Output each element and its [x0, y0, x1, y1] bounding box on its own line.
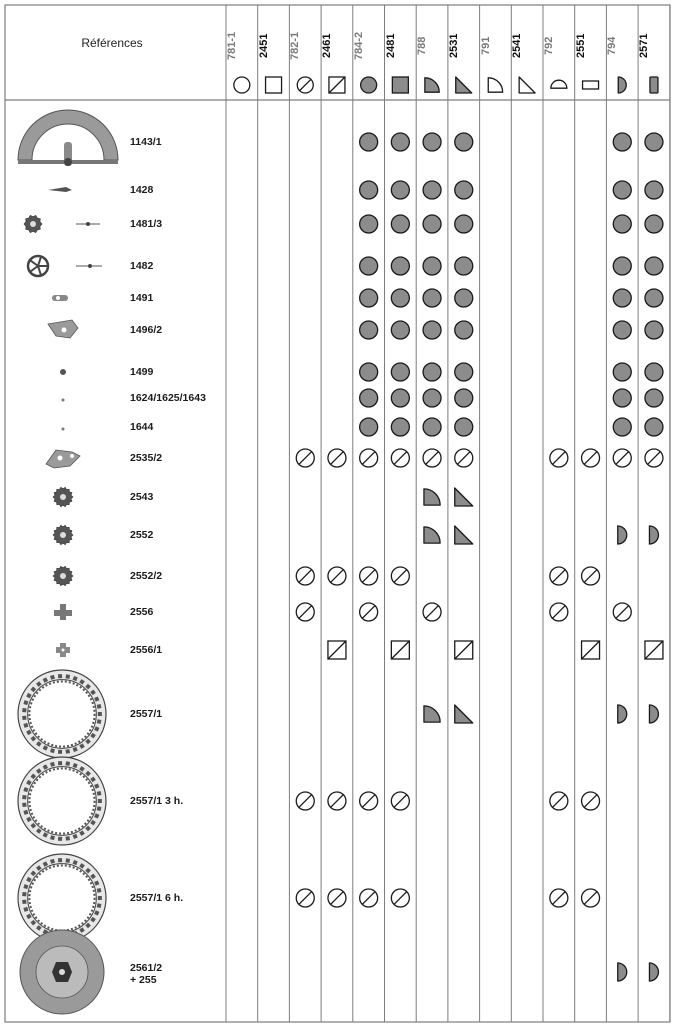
mark-circle-slash	[328, 889, 346, 907]
mark-circle-slash	[423, 449, 441, 467]
column-code: 2541	[511, 33, 524, 59]
mark-square-slash	[455, 641, 473, 659]
mark-circle-filled	[423, 418, 441, 436]
mark-circle-filled	[360, 418, 378, 436]
mark-circle-filled	[455, 363, 473, 381]
mark-circle-slash	[391, 449, 409, 467]
mark-circle-slash	[582, 567, 600, 585]
mark-circle-filled	[360, 257, 378, 275]
mark-circle-filled	[455, 181, 473, 199]
gear-icon	[53, 525, 73, 544]
mark-circle-filled	[645, 215, 663, 233]
mark-circle-slash	[550, 567, 568, 585]
mark-circle-filled	[613, 215, 631, 233]
row-label	[130, 366, 153, 378]
row-reference: 2557/1 6 h.	[130, 892, 184, 904]
mark-circle-slash	[391, 792, 409, 810]
mark-circle-slash	[296, 889, 314, 907]
mark-circle-filled	[423, 181, 441, 199]
mark-circle-filled	[360, 289, 378, 307]
column-code: 781-1	[226, 31, 238, 61]
mark-circle-slash	[391, 889, 409, 907]
day-disc-icon	[20, 930, 104, 1014]
row-reference: 2535/2	[130, 452, 163, 464]
wheel-icon	[24, 215, 100, 232]
mark-triangle-filled	[455, 526, 473, 544]
mark-quarter-circle-filled	[424, 527, 440, 543]
bridge-icon	[46, 450, 80, 468]
mark-square-slash	[328, 641, 346, 659]
row-reference: 1499	[130, 366, 154, 378]
mark-half-circle-filled	[618, 963, 627, 981]
mark-circle-slash	[455, 449, 473, 467]
mark-triangle-filled	[455, 705, 473, 723]
mark-circle-slash	[360, 792, 378, 810]
row-reference: 1644	[130, 421, 154, 433]
small-dot-icon	[62, 399, 65, 402]
row-label	[130, 962, 162, 986]
row-reference: 1624/1625/1643	[130, 392, 206, 404]
mark-circle-slash	[550, 792, 568, 810]
mark-circle-filled	[613, 133, 631, 151]
row-reference: 2556/1	[130, 644, 163, 656]
column-code: 2461	[321, 33, 334, 59]
mark-circle-slash	[328, 792, 346, 810]
mark-half-circle-filled	[649, 705, 658, 723]
mark-circle-slash	[582, 889, 600, 907]
mark-circle-filled	[423, 215, 441, 233]
mark-circle-filled	[645, 363, 663, 381]
references-title: Références	[81, 36, 143, 50]
mark-circle-filled	[613, 418, 631, 436]
row-label	[130, 644, 162, 656]
mark-quarter-circle-filled	[424, 489, 440, 505]
mark-circle-filled	[423, 363, 441, 381]
mark-circle-filled	[455, 321, 473, 339]
column-code: 2531	[447, 33, 460, 59]
row-label	[130, 708, 162, 720]
row-label	[130, 136, 162, 148]
wheel-icon	[28, 256, 102, 276]
mark-circle-filled	[613, 181, 631, 199]
row-label	[130, 184, 153, 196]
mark-circle-slash	[645, 449, 663, 467]
mark-circle-filled	[391, 215, 409, 233]
mark-triangle-filled	[455, 488, 473, 506]
mark-circle-filled	[360, 363, 378, 381]
mark-circle-filled	[391, 389, 409, 407]
row-label	[130, 529, 153, 541]
date-ring-icon	[18, 670, 106, 758]
mark-circle-filled	[645, 289, 663, 307]
mark-quarter-circle-filled	[424, 706, 440, 722]
column-code: 2451	[257, 33, 270, 59]
column-code: 782-1	[289, 31, 302, 61]
mark-circle-filled	[360, 133, 378, 151]
mark-circle-filled	[423, 133, 441, 151]
bridge-icon	[48, 320, 78, 338]
mark-circle-filled	[423, 321, 441, 339]
row-label	[130, 795, 183, 807]
mark-circle-slash	[613, 603, 631, 621]
mark-half-circle-filled	[649, 526, 658, 544]
mark-circle-filled	[423, 389, 441, 407]
row-reference: 2543	[130, 491, 154, 503]
row-reference: 1481/3	[130, 218, 163, 230]
mark-circle-filled	[360, 389, 378, 407]
row-reference-line2: + 255	[130, 974, 157, 986]
cross-icon	[56, 643, 70, 657]
mark-circle-filled	[455, 133, 473, 151]
column-code: 794	[606, 36, 619, 56]
mark-circle-slash	[328, 567, 346, 585]
mark-circle-filled	[391, 257, 409, 275]
mark-circle-slash	[360, 889, 378, 907]
mark-half-circle-filled	[618, 526, 627, 544]
mark-circle-slash	[328, 449, 346, 467]
clip-icon	[52, 295, 68, 301]
row-label	[130, 292, 153, 304]
mark-square-slash	[391, 641, 409, 659]
row-label	[130, 570, 162, 582]
row-reference: 2552/2	[130, 570, 163, 582]
mark-circle-filled	[360, 321, 378, 339]
mark-circle-slash	[550, 889, 568, 907]
row-label	[130, 491, 153, 503]
row-label	[130, 892, 183, 904]
row-reference: 1491	[130, 292, 154, 304]
row-reference: 1482	[130, 260, 154, 272]
row-label	[130, 324, 162, 336]
row-label	[130, 421, 153, 433]
header-symbol-rect-empty	[583, 81, 599, 89]
mark-circle-filled	[645, 257, 663, 275]
mark-circle-filled	[645, 321, 663, 339]
mark-circle-filled	[391, 289, 409, 307]
mark-circle-filled	[645, 418, 663, 436]
mark-circle-filled	[423, 289, 441, 307]
mark-circle-filled	[645, 133, 663, 151]
column-code: 792	[543, 36, 555, 56]
mark-square-slash	[645, 641, 663, 659]
mark-circle-filled	[613, 321, 631, 339]
mark-circle-filled	[391, 363, 409, 381]
date-ring-icon	[18, 854, 106, 942]
row-reference: 2556	[130, 606, 154, 618]
mark-circle-slash	[582, 449, 600, 467]
row-reference: 2561/2	[130, 962, 163, 974]
row-reference: 2552	[130, 529, 154, 541]
mark-circle-filled	[455, 389, 473, 407]
row-label	[130, 218, 162, 230]
mark-circle-slash	[582, 792, 600, 810]
column-code: 791	[479, 36, 492, 56]
mark-circle-slash	[360, 449, 378, 467]
mark-circle-filled	[455, 289, 473, 307]
mark-circle-filled	[455, 257, 473, 275]
mark-circle-slash	[296, 603, 314, 621]
mark-circle-filled	[391, 418, 409, 436]
mark-circle-slash	[613, 449, 631, 467]
column-code: 2481	[384, 33, 397, 59]
mark-circle-slash	[550, 603, 568, 621]
mark-circle-slash	[360, 603, 378, 621]
gear-icon	[53, 487, 73, 506]
column-code: 784-2	[352, 31, 365, 61]
mark-circle-filled	[455, 418, 473, 436]
mark-circle-slash	[296, 792, 314, 810]
lever-icon	[48, 187, 72, 192]
dot-icon	[60, 369, 66, 375]
mark-circle-filled	[360, 215, 378, 233]
mark-circle-slash	[360, 567, 378, 585]
mark-circle-slash	[296, 567, 314, 585]
row-reference: 2557/1 3 h.	[130, 795, 184, 807]
column-code: 2571	[638, 33, 651, 59]
rotor-icon	[18, 110, 118, 166]
mark-circle-filled	[391, 133, 409, 151]
row-label	[130, 392, 206, 404]
star-icon	[54, 604, 72, 620]
small-dot-icon	[62, 428, 65, 431]
row-reference: 1428	[130, 184, 154, 196]
mark-circle-filled	[391, 181, 409, 199]
mark-circle-filled	[613, 389, 631, 407]
mark-circle-slash	[550, 449, 568, 467]
mark-circle-filled	[613, 289, 631, 307]
row-label	[130, 260, 153, 272]
mark-circle-filled	[360, 181, 378, 199]
mark-circle-filled	[645, 389, 663, 407]
mark-half-circle-filled	[649, 963, 658, 981]
row-label	[130, 452, 162, 464]
date-ring-icon	[18, 757, 106, 845]
row-label	[130, 606, 153, 618]
row-reference: 2557/1	[130, 708, 163, 720]
mark-circle-filled	[455, 215, 473, 233]
mark-circle-slash	[391, 567, 409, 585]
gear-icon	[53, 566, 73, 585]
mark-square-slash	[582, 641, 600, 659]
mark-circle-filled	[391, 321, 409, 339]
mark-circle-filled	[613, 363, 631, 381]
row-reference: 1143/1	[130, 136, 162, 148]
mark-circle-filled	[613, 257, 631, 275]
mark-circle-filled	[645, 181, 663, 199]
column-code: 788	[416, 36, 429, 56]
mark-circle-slash	[296, 449, 314, 467]
mark-circle-slash	[423, 603, 441, 621]
row-reference: 1496/2	[130, 324, 163, 336]
column-code: 2551	[574, 33, 587, 59]
mark-circle-filled	[423, 257, 441, 275]
mark-half-circle-filled	[618, 705, 627, 723]
